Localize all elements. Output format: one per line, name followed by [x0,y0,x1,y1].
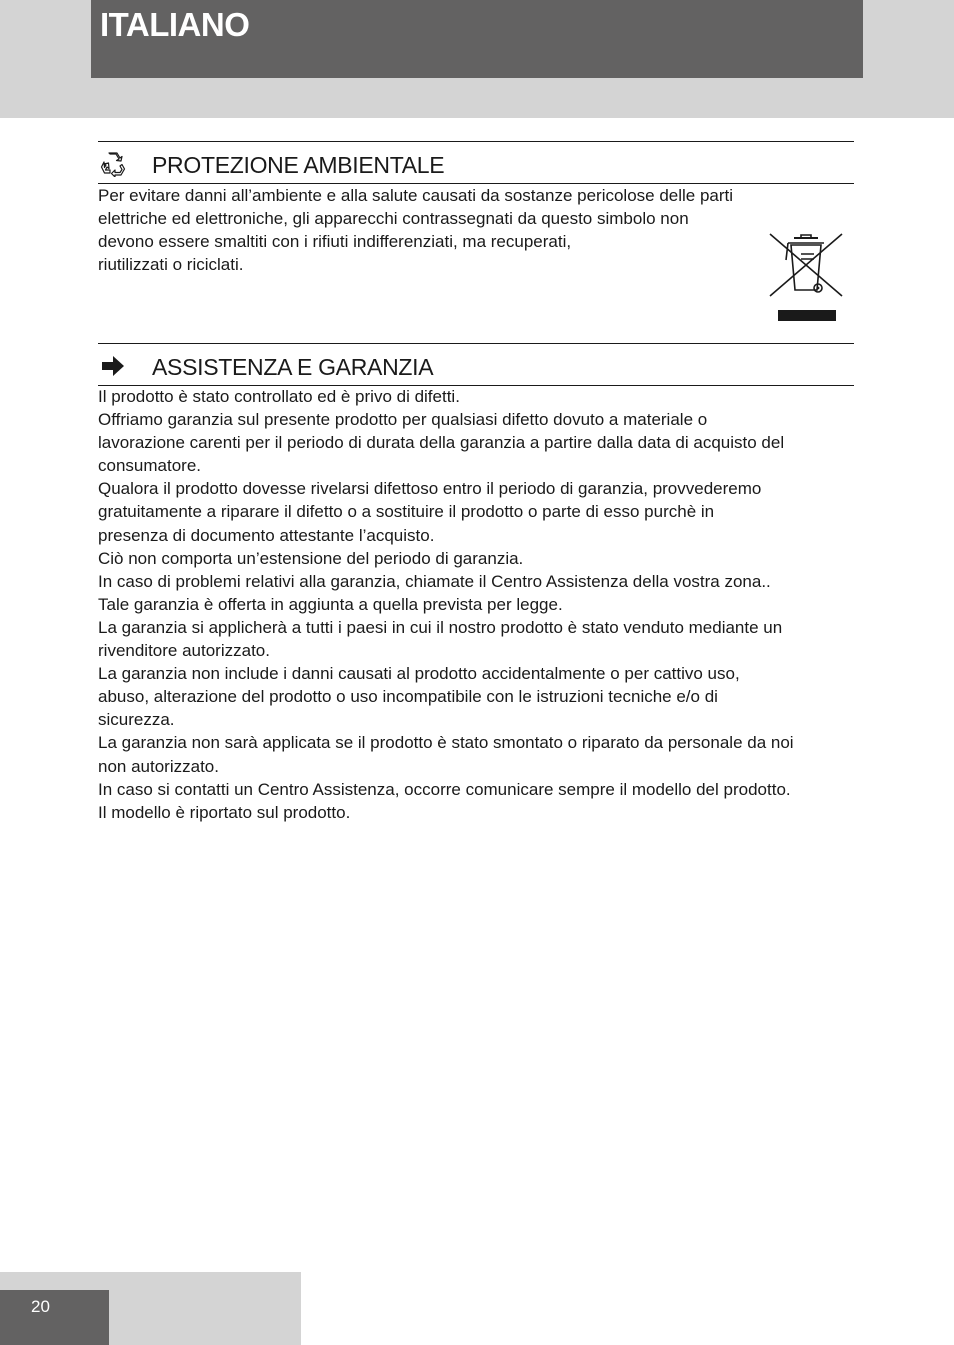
environment-line: devono essere smaltiti con i rifiuti indifferenziati, ma recuperati, [98,232,572,252]
warranty-section-header [98,343,854,386]
language-title: ITALIANO [100,6,250,43]
arrow-right-icon [100,353,126,379]
warranty-line: Il modello è riportato sul prodotto. [98,802,351,822]
warranty-line: La garanzia non sarà applicata se il prodotto è stato smontato o riparato da personale da noi [98,733,794,753]
warranty-line: Il prodotto è stato controllato ed è privo di difetti. [98,387,460,406]
warranty-text [98,385,858,824]
warranty-line: consumatore. [98,456,201,476]
warranty-line: rivenditore autorizzato. [98,641,270,661]
crossed-out-wheelie-bin-icon [768,230,844,322]
warranty-line: La garanzia non include i danni causati al prodotto accidentalmente o per cattivo uso, [98,664,740,684]
page-number-box [0,1290,109,1345]
environment-line: riutilizzati o riciclati. [98,255,244,275]
recycle-icon [100,151,126,177]
warranty-line: non autorizzato. [98,756,219,776]
warranty-line: In caso si contatti un Centro Assistenza, occorre comunicare sempre il modello del prodotto. [98,779,791,799]
warranty-line: Tale garanzia è offerta in aggiunta a quella prevista per legge. [98,594,563,614]
warranty-line: Qualora il prodotto dovesse rivelarsi difettoso entro il periodo di garanzia, provvederemo [98,479,762,499]
warranty-section-title: ASSISTENZA E GARANZIA [152,354,434,380]
page-number: 20 [31,1297,50,1316]
environment-line: Per evitare danni all’ambiente e alla salute causati da sostanze pericolose delle parti [98,186,734,205]
environment-section-header [98,141,854,184]
environment-section-title: PROTEZIONE AMBIENTALE [152,152,445,178]
warranty-line: gratuitamente a riparare il difetto o a sostituire il prodotto o parte di esso purchè in [98,502,715,522]
warranty-line: lavorazione carenti per il periodo di durata della garanzia a partire dalla data di acquisto del [98,433,785,453]
warranty-line: In caso di problemi relativi alla garanzia, chiamate il Centro Assistenza della vostra zona.. [98,571,771,591]
warranty-line: Offriamo garanzia sul presente prodotto per qualsiasi difetto dovuto a materiale o [98,410,708,430]
warranty-line: La garanzia si applicherà a tutti i paesi in cui il nostro prodotto è stato venduto mediante un [98,617,783,637]
warranty-line: Ciò non comporta un’estensione del periodo di garanzia. [98,548,524,568]
warranty-line: presenza di documento attestante l’acquisto. [98,525,435,545]
warranty-line: abuso, alterazione del prodotto o uso incompatibile con le istruzioni tecniche e/o di [98,687,718,707]
environment-line: elettriche ed elettroniche, gli apparecchi contrassegnati da questo simbolo non [98,209,689,229]
language-title-box [91,0,863,78]
warranty-line: sicurezza. [98,710,175,730]
environment-text [98,184,768,276]
